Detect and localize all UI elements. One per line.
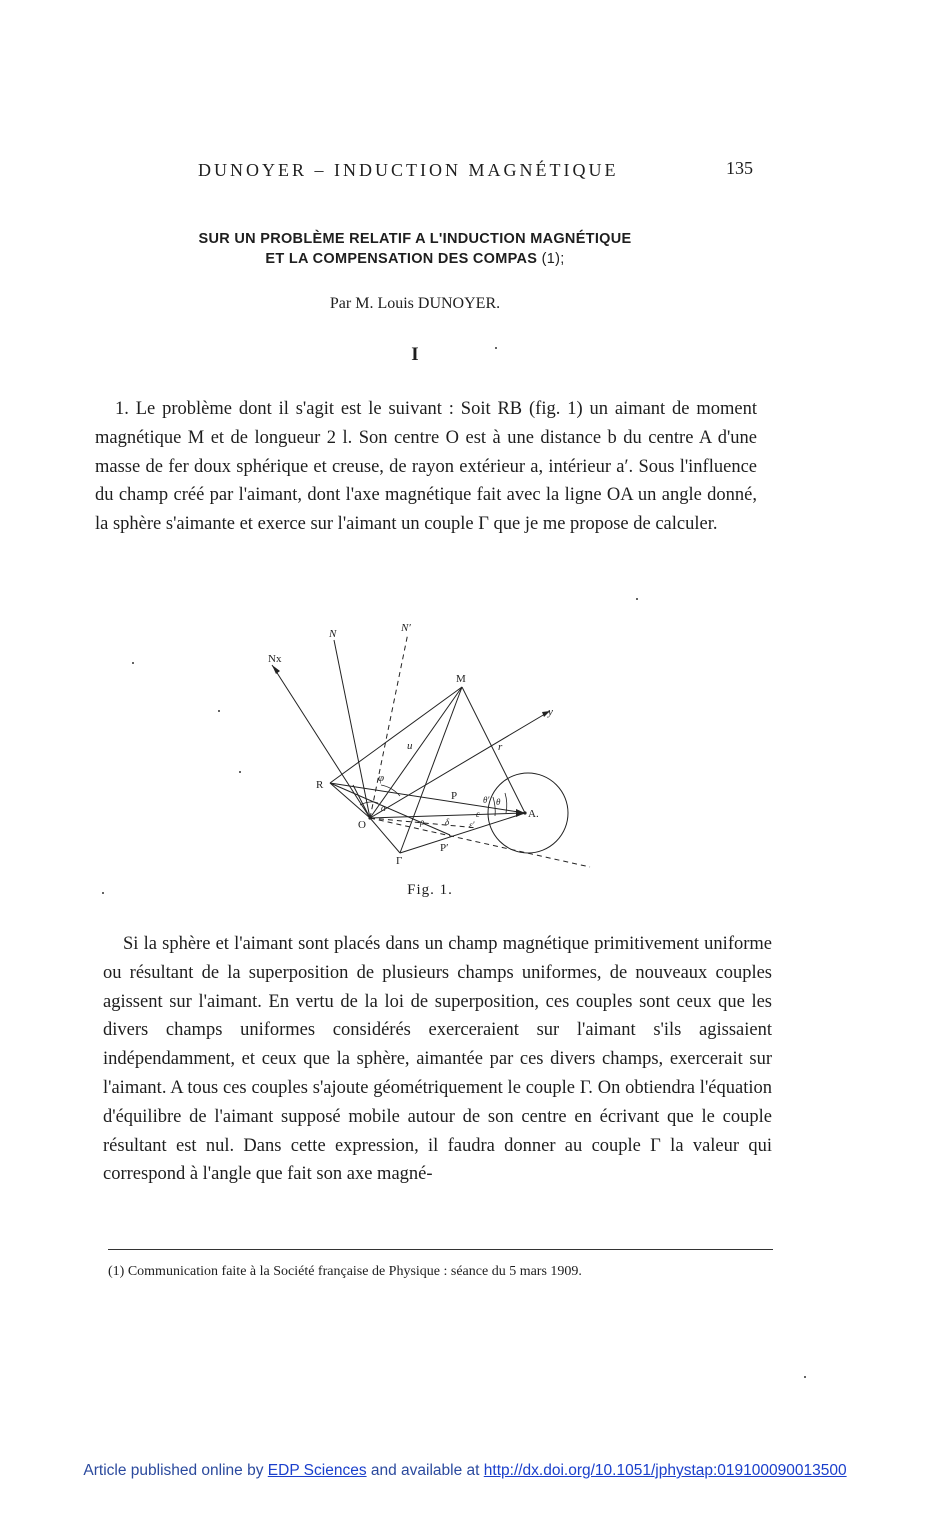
label-y: y <box>548 706 553 718</box>
point-o <box>368 816 371 819</box>
footer-prefix: Article published online by <box>83 1462 268 1479</box>
label-n: N <box>329 628 337 640</box>
paragraph-2: Si la sphère et l'aimant sont placés dans un champ magnétique primitivement uniforme ou résultant de la superposition de plusieurs champs uniformes, de nouveaux couples agissent sur l'aimant. En vertu de la loi de superposition, ces couples sont ceux que les divers champs uniformes considérés exerceraient sur l'aimant s'ils agissaient indépendamment, et ceux que la sphère, aimantée par ces divers champs, exercerait sur l'aimant. A tous ces couples s'ajoute géométriquement le couple Γ. On obtiendra l'équation d'équilibre de l'aimant supposé mobile autour de son centre en écrivant que le couple résultant est nul. Dans cette expression, il faudra donner au couple Γ la valeur qui correspond à l'angle que fait son axe magné- <box>103 934 772 1185</box>
footnote-divider <box>108 1249 773 1250</box>
label-epsilonprime: ε′ <box>469 820 475 830</box>
page-number: 135 <box>726 158 753 178</box>
label-gamma: Γ <box>396 855 403 867</box>
line-o-gamma <box>370 818 400 853</box>
paragraph-1: 1. Le problème dont il s'agit est le suivant : Soit RB (fig. 1) un aimant de moment magnétique M et de longueur 2 l. Son centre O est à une distance b du centre A d'une masse de fer doux sphérique et creuse, de rayon extérieur a, intérieur a′. Sous l'influence du champ créé par l'aimant, dont l'axe magnétique fait avec la ligne OA un angle donné, la sphère s'aimante et exerce sur l'aimant un couple Γ que je me propose de calculer. <box>95 399 757 535</box>
axis-nx <box>272 665 370 818</box>
publisher-footer <box>0 1462 930 1480</box>
author-line <box>100 295 730 313</box>
publisher-link[interactable]: EDP Sciences <box>267 1462 367 1479</box>
scan-speck <box>218 710 220 712</box>
scan-speck <box>132 662 134 664</box>
scan-speck <box>102 892 104 894</box>
title-line-1: SUR UN PROBLÈME RELATIF A L'INDUCTION MAGNÉTIQUE <box>198 231 632 247</box>
label-r-small: r <box>498 741 503 753</box>
label-o: O <box>358 819 366 831</box>
line-m-gamma <box>400 687 462 853</box>
footnote-text: Communication faite à la Société française de Physique : séance du 5 mars 1909. <box>124 1264 582 1279</box>
label-a: A. <box>528 808 539 820</box>
nx-arrowhead <box>272 665 280 674</box>
label-phi: φ <box>378 772 385 784</box>
section-number: I <box>411 344 419 365</box>
label-rho: ρ <box>420 817 425 827</box>
scan-speck <box>636 598 638 600</box>
footer-middle: and available at <box>366 1462 484 1479</box>
title-line-2-text: ET LA COMPENSATION DES COMPAS <box>265 251 538 267</box>
label-m: M <box>456 673 466 685</box>
label-delta: δ <box>445 817 450 827</box>
tangent-dashed <box>370 818 590 867</box>
label-pprime: P′ <box>440 842 449 854</box>
article-title <box>100 229 730 269</box>
scan-speck <box>495 347 497 349</box>
line-r-m <box>330 687 462 783</box>
footnote-marker: (1) <box>108 1264 125 1279</box>
axis-y <box>370 711 550 818</box>
label-epsilon: ε <box>476 809 480 819</box>
label-u: u <box>407 740 413 752</box>
doi-link[interactable]: http://dx.doi.org/10.1051/jphystap:019100090013500 <box>483 1462 847 1479</box>
author-name: DUNOYER. <box>417 295 501 312</box>
author-prefix: Par M. Louis <box>329 295 418 312</box>
running-header: DUNOYER – INDUCTION MAGNÉTIQUE <box>198 160 619 180</box>
label-thetaprime: θ′ <box>483 795 490 805</box>
title-footnote-ref: (1); <box>541 251 565 267</box>
label-p: P <box>451 790 458 802</box>
footnote <box>108 1262 773 1281</box>
figure-caption: Fig. 1. <box>407 882 453 898</box>
label-nprime: N′ <box>401 622 411 634</box>
line-o-gamma-ext <box>353 785 370 818</box>
label-theta: θ <box>496 797 501 807</box>
figure-1-diagram <box>250 615 610 885</box>
angle-arc-phi <box>381 785 400 796</box>
angle-arc-theta <box>493 797 495 816</box>
scan-speck <box>804 1376 806 1378</box>
label-nx: Nx <box>268 653 282 665</box>
line-m-a <box>462 687 525 813</box>
line-r-a-lower <box>330 783 450 835</box>
scan-speck <box>239 771 241 773</box>
label-r: R <box>316 779 324 791</box>
point-a <box>523 811 526 814</box>
title-line-2 <box>100 249 730 269</box>
label-alpha: α <box>381 803 386 813</box>
